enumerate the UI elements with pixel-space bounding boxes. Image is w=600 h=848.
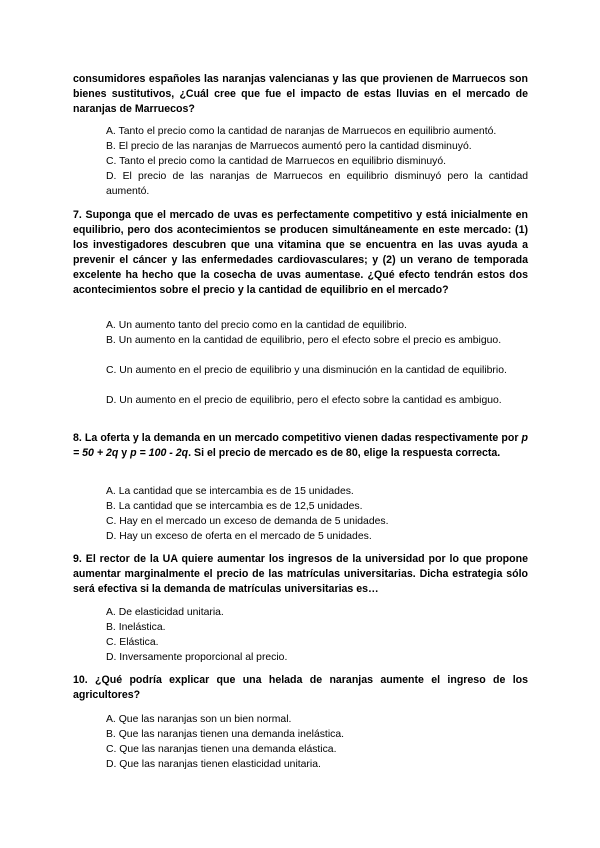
question-7-option-d: D. Un aumento en el precio de equilibrio, pero el efecto sobre la cantidad es ambiguo. [106,395,502,406]
question-10-option-a: A. Que las naranjas son un bien normal. [106,714,292,725]
question-7-option-b: B. Un aumento en la cantidad de equilibrio, pero el efecto sobre el precio es ambiguo. [106,335,502,346]
question-6-option-c: C. Tanto el precio como la cantidad de Marruecos en equilibrio disminuyó. [106,156,446,167]
question-8-option-a: A. La cantidad que se intercambia es de 15 unidades. [106,486,354,497]
question-9-text: 9. El rector de la UA quiere aumentar los ingresos de la universidad por lo que propone aumentar marginalmente el precio de las matrículas universitarias. Dicha estrategia sólo será efectiva si la demanda de matrículas universitarias es… [73,553,528,595]
question-8-and: y [118,447,131,459]
question-10-option-d: D. Que las naranjas tienen elasticidad unitaria. [106,759,321,770]
question-10-text: 10. ¿Qué podría explicar que una helada de naranjas aumente el ingreso de los agricultores? [73,674,528,701]
question-8-option-c: C. Hay en el mercado un exceso de demanda de 5 unidades. [106,516,389,527]
question-6-option-d: D. El precio de las naranjas de Marruecos en equilibrio disminuyó pero la cantidad aumentó. [106,171,528,197]
question-7-option-a: A. Un aumento tanto del precio como en la cantidad de equilibrio. [106,320,407,331]
question-8-option-b: B. La cantidad que se intercambia es de 12,5 unidades. [106,501,363,512]
question-8-demand-equation: p = 100 - 2q [130,447,189,459]
question-8-text-a: 8. La oferta y la demanda en un mercado competitivo vienen dadas respectivamente por [73,432,522,444]
question-8-supply-equation: p = 50 + 2q [73,432,528,459]
question-8-option-d: D. Hay un exceso de oferta en el mercado de 5 unidades. [106,531,372,542]
question-9-option-d: D. Inversamente proporcional al precio. [106,652,288,663]
question-8-text [73,431,528,461]
question-7-option-c: C. Un aumento en el precio de equilibrio y una disminución en la cantidad de equilibrio. [106,365,507,376]
question-10-option-c: C. Que las naranjas tienen una demanda elástica. [106,744,337,755]
question-6-text: consumidores españoles las naranjas valencianas y las que provienen de Marruecos son bienes sustitutivos, ¿Cuál cree que fue el impacto de estas lluvias en el mercado de naranjas de Marruecos? [73,73,528,115]
question-6-option-b: B. El precio de las naranjas de Marruecos aumentó pero la cantidad disminuyó. [106,141,472,152]
question-9-option-a: A. De elasticidad unitaria. [106,607,224,618]
question-10-option-b: B. Que las naranjas tienen una demanda inelástica. [106,729,344,740]
question-6-option-a: A. Tanto el precio como la cantidad de naranjas de Marruecos en equilibrio aumentó. [106,126,497,137]
question-9-option-c: C. Elástica. [106,637,159,648]
question-9-option-b: B. Inelástica. [106,622,166,633]
question-7-text: 7. Suponga que el mercado de uvas es perfectamente competitivo y está inicialmente en equilibrio, pero dos acontecimientos se producen simultáneamente en este mercado: (1) los investigadores descubren que una vitamina que se encuentra en las uvas ayuda a prevenir el cáncer y las enfermedades cardiovasculares; y (2) un verano de temporada excelente ha hecho que la cosecha de uvas aumentase. ¿Qué efecto tendrán estos dos acontecimientos sobre el precio y la cantidad de equilibrio en el mercado? [73,209,528,296]
question-8-text-b: . Si el precio de mercado es de 80, elige la respuesta correcta. [188,447,501,459]
